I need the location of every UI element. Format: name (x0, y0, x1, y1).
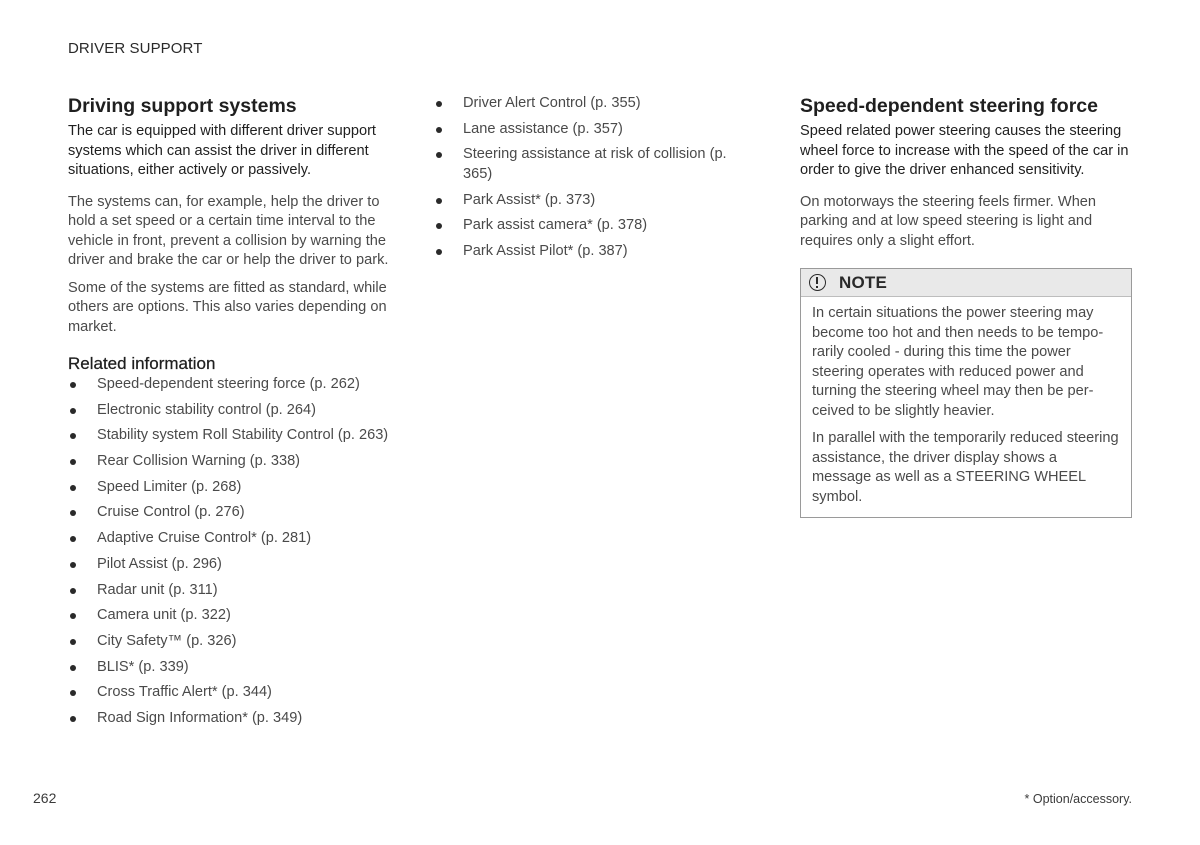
bullet-icon (70, 690, 76, 696)
bullet-icon (70, 639, 76, 645)
related-link[interactable]: Speed-dependent steering force (p. 262) (68, 375, 403, 395)
note-paragraph: In parallel with the temporarily reduced steering assistance, the driver display shows a message as well as a STEERING WHEEL symbol. (812, 430, 1119, 505)
note-body (801, 297, 1131, 517)
right-column (800, 94, 1132, 518)
bullet-icon (436, 249, 442, 255)
related-link[interactable]: Adaptive Cruise Control* (p. 281) (68, 529, 403, 549)
related-links-list-continued (434, 94, 734, 261)
bullet-icon (70, 613, 76, 619)
note-title: NOTE (839, 272, 888, 292)
related-link[interactable]: Stability system Roll Stability Control (p. 263) (68, 426, 403, 446)
related-link[interactable]: Steering assistance at risk of collision (p. 365) (434, 145, 734, 184)
bullet-icon (436, 198, 442, 204)
section-title: Driving support systems (68, 95, 297, 117)
bullet-icon (436, 127, 442, 133)
bullet-icon (70, 459, 76, 465)
info-icon (809, 274, 826, 291)
left-column (68, 94, 403, 735)
bullet-icon (70, 485, 76, 491)
related-link[interactable]: Camera unit (p. 322) (68, 606, 403, 626)
bullet-icon (70, 510, 76, 516)
related-link[interactable]: Park assist camera* (p. 378) (434, 216, 734, 236)
bullet-icon (70, 382, 76, 388)
related-link[interactable]: Electronic stability control (p. 264) (68, 401, 403, 421)
related-links-list (68, 375, 403, 728)
related-link[interactable]: Road Sign Information* (p. 349) (68, 709, 403, 729)
bullet-icon (70, 665, 76, 671)
related-link[interactable]: City Safety™ (p. 326) (68, 632, 403, 652)
section-header: DRIVER SUPPORT (68, 40, 203, 57)
body-paragraph: The systems can, for example, help the driver to hold a set speed or a certain time interval to the vehicle in front, prevent a collision by warning the driver and brake the car or help the driver to park. (68, 193, 389, 268)
bullet-icon (70, 588, 76, 594)
related-link[interactable]: Cross Traffic Alert* (p. 344) (68, 683, 403, 703)
middle-column (434, 94, 734, 268)
bullet-icon (70, 536, 76, 542)
footnote: * Option/accessory. (1024, 792, 1132, 806)
page-number: 262 (33, 790, 57, 806)
bullet-icon (436, 101, 442, 107)
lead-paragraph: Speed related power steering causes the steering wheel force to increase with the speed of the car in order to give the driver enhanced sensitivity. (800, 123, 1129, 178)
related-link[interactable]: Cruise Control (p. 276) (68, 503, 403, 523)
note-header (801, 269, 1131, 297)
related-link[interactable]: Pilot Assist (p. 296) (68, 555, 403, 575)
body-paragraph: Some of the systems are fitted as standard, while others are options. This also varies depending on market. (68, 279, 387, 335)
related-link[interactable]: Radar unit (p. 311) (68, 581, 403, 601)
related-link[interactable]: Lane assistance (p. 357) (434, 120, 734, 140)
bullet-icon (436, 223, 442, 229)
bullet-icon (70, 562, 76, 568)
related-link[interactable]: Driver Alert Control (p. 355) (434, 94, 734, 114)
section-title: Speed-dependent steering force (800, 95, 1098, 117)
related-link[interactable]: Park Assist Pilot* (p. 387) (434, 242, 734, 262)
bullet-icon (70, 716, 76, 722)
bullet-icon (70, 433, 76, 439)
related-link[interactable]: Rear Collision Warning (p. 338) (68, 452, 403, 472)
note-paragraph: In certain situations the power steering may become too hot and then needs to be temporarily cooled - during this time the power steering operates with reduced power and turning the steering wheel may then be perceived to be slightly heavier. (812, 305, 1104, 419)
body-paragraph: On motorways the steering feels firmer. When parking and at low speed steering is light and requires only a slight effort. (800, 193, 1097, 249)
related-link[interactable]: Speed Limiter (p. 268) (68, 478, 403, 498)
related-link[interactable]: BLIS* (p. 339) (68, 658, 403, 678)
bullet-icon (70, 408, 76, 414)
bullet-icon (436, 152, 442, 158)
related-link[interactable]: Park Assist* (p. 373) (434, 191, 734, 211)
note-box (800, 268, 1132, 518)
related-information-heading: Related information (68, 354, 216, 373)
lead-paragraph: The car is equipped with different driver support systems which can assist the driver in different situations, either actively or passively. (68, 123, 376, 178)
